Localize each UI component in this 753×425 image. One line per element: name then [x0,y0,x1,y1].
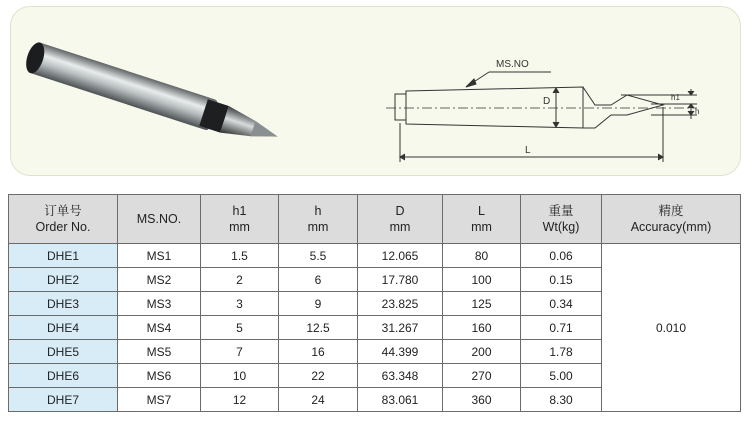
h1-label: h1 [671,93,680,102]
cell-order-no: DHE6 [9,364,118,388]
header-l: L mm [443,195,521,244]
header-h: h mm [279,195,358,244]
l-label: L [525,145,531,156]
cell-order-no: DHE4 [9,316,118,340]
header-accuracy: 精度 Accuracy(mm) [602,195,741,244]
cell-l: 160 [443,316,521,340]
header-ms-no: MS.NO. [118,195,201,244]
cell-ms-no: MS5 [118,340,201,364]
dead-center-photo [23,40,283,152]
cell-order-no: DHE7 [9,388,118,412]
table-header-row [9,195,741,244]
cell-h1: 1.5 [201,244,279,268]
cell-d: 44.399 [358,340,443,364]
product-illustration [11,7,741,176]
technical-drawing [386,72,700,162]
header-weight: 重量 Wt(kg) [521,195,602,244]
cell-ms-no: MS7 [118,388,201,412]
cell-l: 80 [443,244,521,268]
cell-h1: 7 [201,340,279,364]
h-label: h [695,107,700,116]
cell-h1: 3 [201,292,279,316]
cell-d: 12.065 [358,244,443,268]
cell-h1: 12 [201,388,279,412]
cell-ms-no: MS3 [118,292,201,316]
cell-d: 17.780 [358,268,443,292]
cell-order-no: DHE2 [9,268,118,292]
cell-order-no: DHE1 [9,244,118,268]
table-row [9,244,741,268]
cell-ms-no: MS6 [118,364,201,388]
cell-weight: 5.00 [521,364,602,388]
header-order-no: 订单号 Order No. [9,195,118,244]
cell-ms-no: MS2 [118,268,201,292]
cell-weight: 0.34 [521,292,602,316]
cell-weight: 1.78 [521,340,602,364]
spec-table [8,194,741,412]
d-label: D [543,96,551,107]
cell-order-no: DHE5 [9,340,118,364]
cell-ms-no: MS4 [118,316,201,340]
cell-d: 23.825 [358,292,443,316]
cell-h: 16 [279,340,358,364]
cell-h: 22 [279,364,358,388]
header-d: D mm [358,195,443,244]
product-illustration-panel [10,6,741,176]
cell-accuracy: 0.010 [602,244,741,412]
cell-h1: 5 [201,316,279,340]
cell-l: 125 [443,292,521,316]
cell-h1: 2 [201,268,279,292]
cell-weight: 8.30 [521,388,602,412]
cell-h1: 10 [201,364,279,388]
cell-h: 5.5 [279,244,358,268]
cell-ms-no: MS1 [118,244,201,268]
cell-l: 200 [443,340,521,364]
cell-d: 31.267 [358,316,443,340]
cell-d: 63.348 [358,364,443,388]
cell-weight: 0.06 [521,244,602,268]
cell-d: 83.061 [358,388,443,412]
cell-h: 24 [279,388,358,412]
cell-l: 270 [443,364,521,388]
cell-order-no: DHE3 [9,292,118,316]
cell-l: 100 [443,268,521,292]
cell-h: 12.5 [279,316,358,340]
cell-h: 6 [279,268,358,292]
ms-no-label: MS.NO [496,59,529,70]
header-h1: h1 mm [201,195,279,244]
cell-weight: 0.71 [521,316,602,340]
cell-h: 9 [279,292,358,316]
cell-l: 360 [443,388,521,412]
cell-weight: 0.15 [521,268,602,292]
